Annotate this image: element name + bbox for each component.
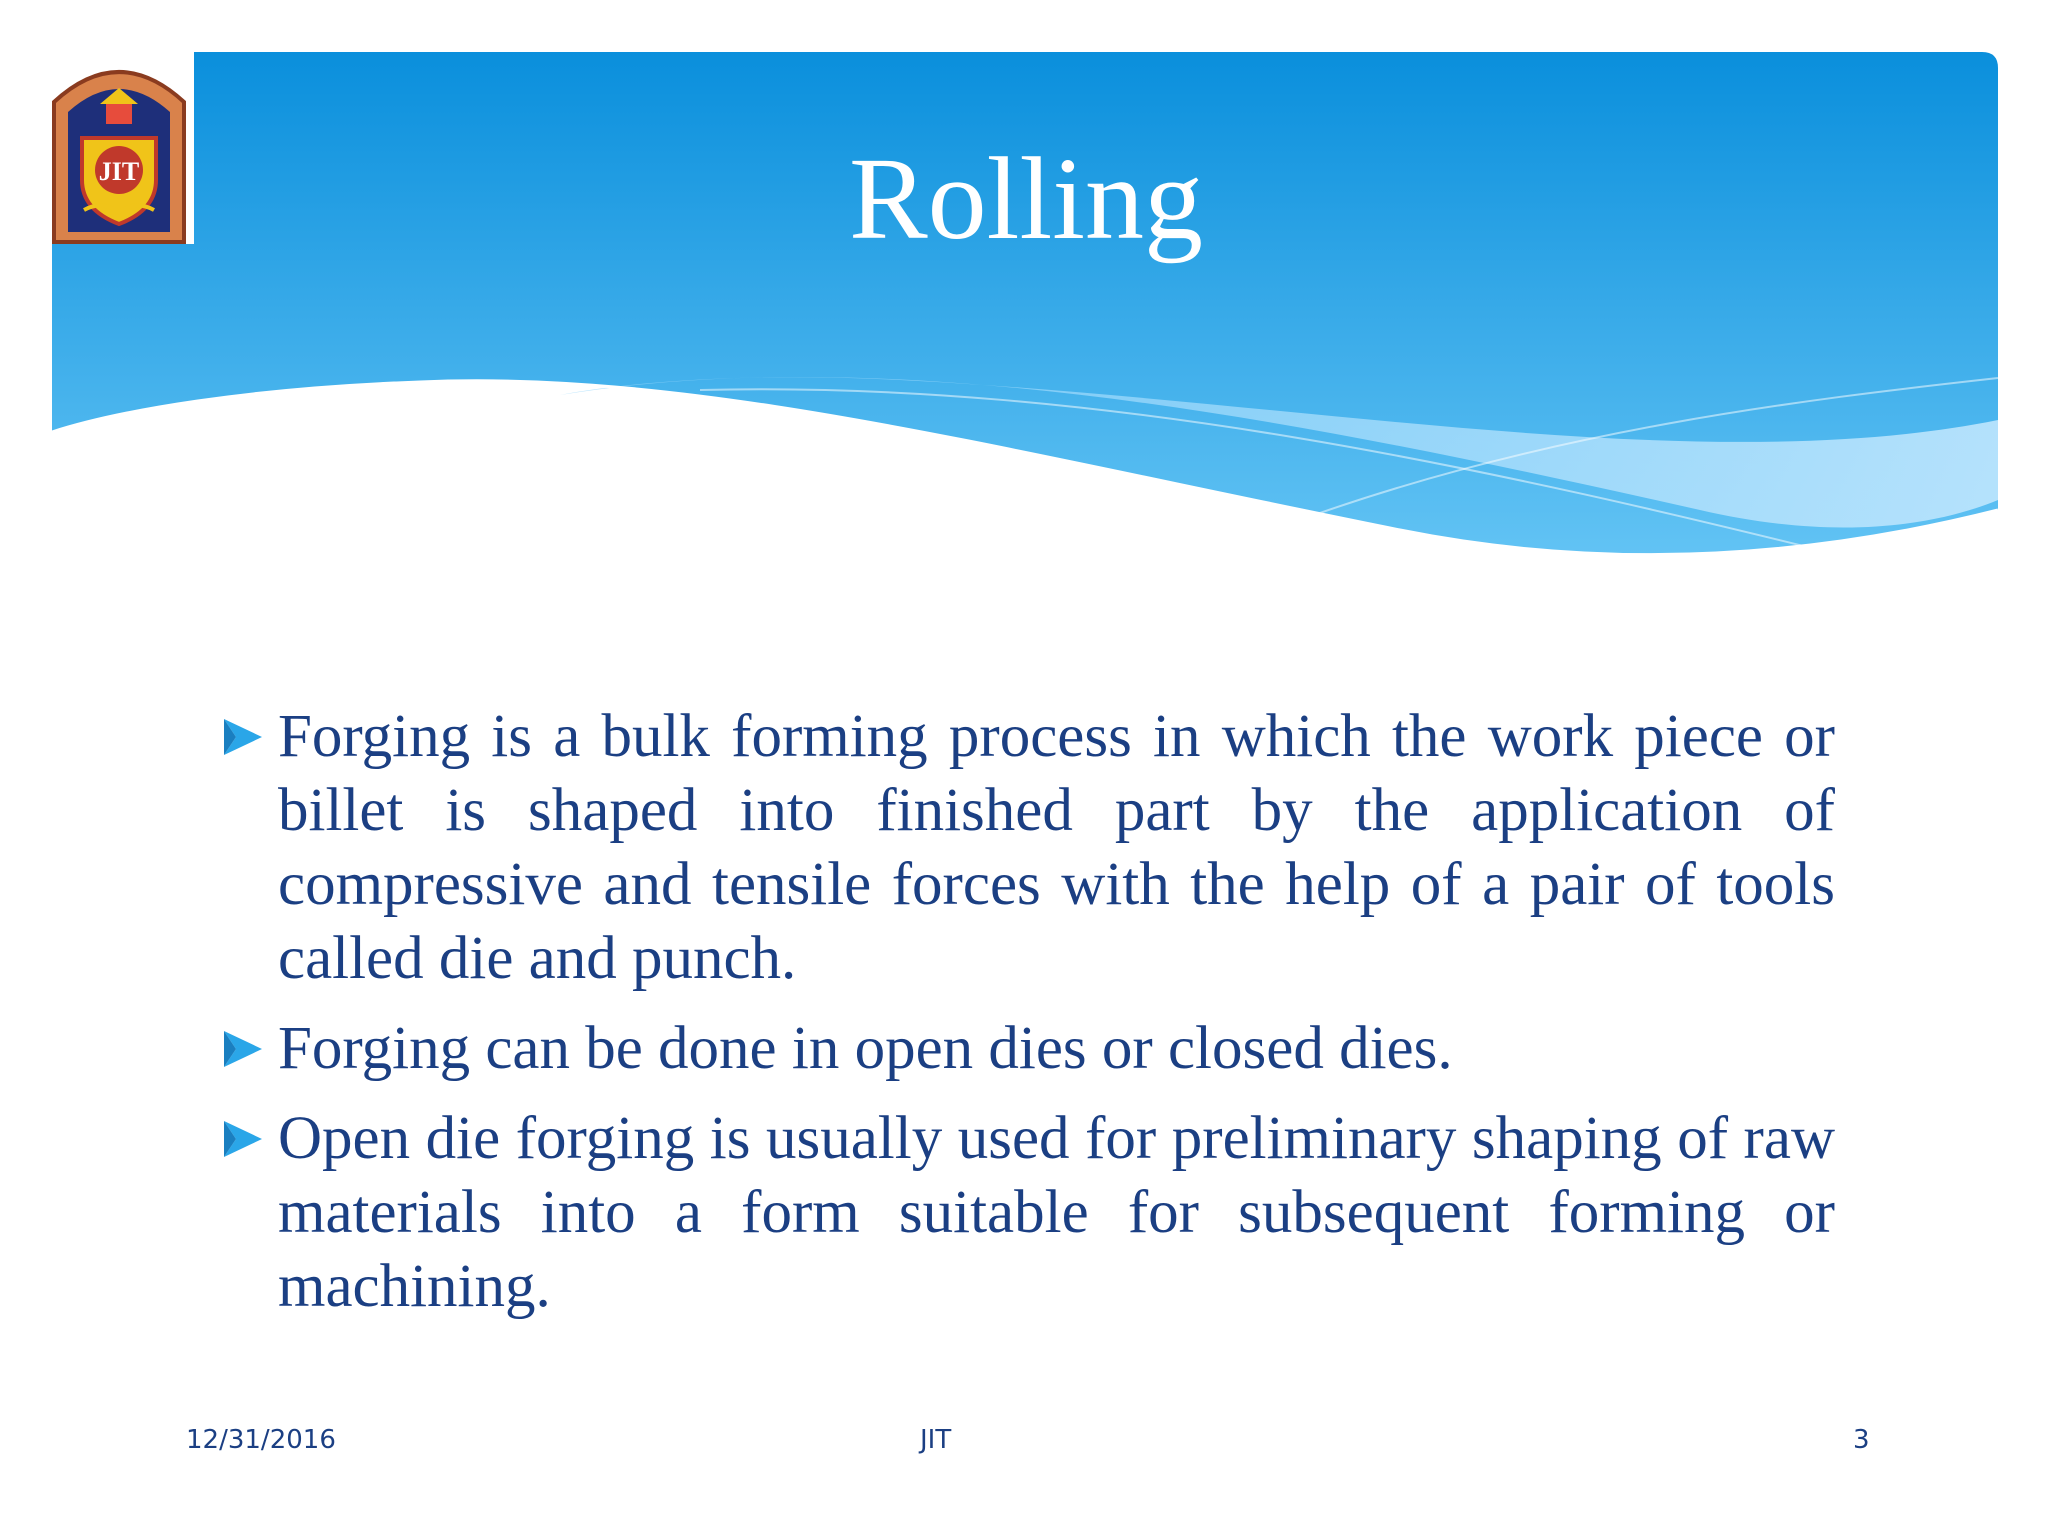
institute-logo	[44, 52, 194, 244]
bullet-item	[220, 1102, 1835, 1324]
bullet-item	[220, 1012, 1835, 1086]
logo-lettering: JIT	[98, 157, 140, 186]
bullet-text: Forging is a bulk forming process in which the work piece or billet is shaped into finished part by the application of compressive and tensile forces with the help of a pair of tools called die and punch.	[278, 703, 1835, 992]
page-number: 3	[1853, 1425, 1870, 1455]
arrow-right-icon	[220, 700, 278, 774]
footer-date: 12/31/2016	[186, 1425, 336, 1455]
bullet-text: Forging can be done in open dies or closed dies.	[278, 1015, 1453, 1082]
bullet-list	[220, 700, 1835, 1340]
arrow-right-icon	[220, 1012, 278, 1086]
slide-title: Rolling	[848, 133, 1204, 264]
header-wave-banner	[0, 0, 2048, 600]
footer-center-label: JIT	[920, 1425, 952, 1455]
bullet-text: Open die forging is usually used for preliminary shaping of raw materials into a form suitable for subsequent forming or machining.	[278, 1105, 1835, 1320]
arrow-right-icon	[220, 1102, 278, 1176]
bullet-item	[220, 700, 1835, 996]
